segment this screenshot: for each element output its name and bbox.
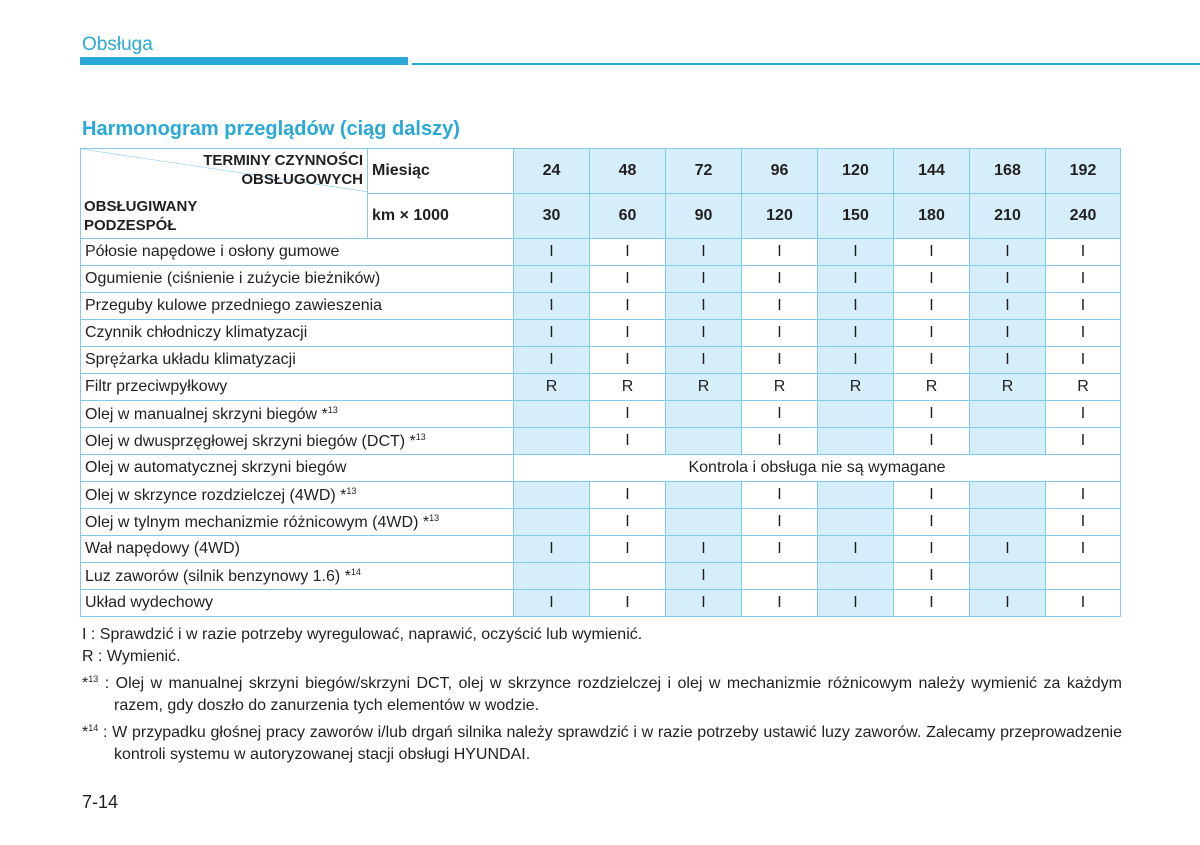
- schedule-cell: I: [1046, 509, 1121, 536]
- month-cell: 96: [742, 149, 818, 194]
- component-name: Olej w automatycznej skrzyni biegów: [81, 455, 514, 482]
- schedule-cell: I: [590, 266, 666, 293]
- schedule-cell: I: [894, 482, 970, 509]
- month-cell: 192: [1046, 149, 1121, 194]
- schedule-cell: [818, 509, 894, 536]
- schedule-cell: I: [818, 590, 894, 617]
- schedule-cell: [666, 401, 742, 428]
- component-name: Olej w tylnym mechanizmie różnicowym (4WD) *$^{13}$: [81, 509, 514, 536]
- table-row: [81, 509, 1121, 536]
- table-row: [81, 428, 1121, 455]
- header-rule-thick: [80, 57, 408, 65]
- schedule-cell: I: [590, 239, 666, 266]
- schedule-cell: R: [894, 374, 970, 401]
- month-cell: 144: [894, 149, 970, 194]
- schedule-cell: I: [818, 293, 894, 320]
- table-row: [81, 455, 1121, 482]
- schedule-cell: I: [742, 266, 818, 293]
- schedule-cell: I: [970, 590, 1046, 617]
- table-row: [81, 401, 1121, 428]
- schedule-cell: R: [590, 374, 666, 401]
- km-cell: 90: [666, 194, 742, 239]
- schedule-cell: I: [666, 320, 742, 347]
- schedule-cell: I: [894, 536, 970, 563]
- table-row: [81, 563, 1121, 590]
- km-cell: 60: [590, 194, 666, 239]
- schedule-cell: I: [894, 590, 970, 617]
- schedule-cell: I: [894, 563, 970, 590]
- schedule-cell: R: [970, 374, 1046, 401]
- schedule-cell: [970, 482, 1046, 509]
- schedule-cell: I: [894, 320, 970, 347]
- legend-notes: [82, 624, 1122, 766]
- month-cell: 24: [514, 149, 590, 194]
- schedule-cell: I: [666, 536, 742, 563]
- merged-cell: Kontrola i obsługa nie są wymagane: [514, 455, 1121, 482]
- table-row: [81, 347, 1121, 374]
- schedule-cell: I: [742, 509, 818, 536]
- component-name: Układ wydechowy: [81, 590, 514, 617]
- footnote-13: *$^{13}$ : Olej w manualnej skrzyni biegów/skrzyni DCT, olej w skrzynce rozdzielczej i olej w mechanizmie różnicowym należy wymienić za każdym razem, gdy doszło do zanurzenia tych elementów w wodzie.: [82, 674, 1122, 714]
- schedule-cell: R: [818, 374, 894, 401]
- corner-top-label: TERMINY CZYNNOŚCI OBSŁUGOWYCH: [203, 152, 363, 188]
- schedule-cell: [666, 428, 742, 455]
- schedule-cell: [590, 563, 666, 590]
- schedule-cell: I: [818, 266, 894, 293]
- schedule-cell: I: [666, 239, 742, 266]
- schedule-cell: I: [514, 320, 590, 347]
- km-cell: 120: [742, 194, 818, 239]
- schedule-cell: I: [742, 482, 818, 509]
- maintenance-schedule-table: [80, 148, 1121, 617]
- component-name: Przeguby kulowe przedniego zawieszenia: [81, 293, 514, 320]
- schedule-cell: I: [514, 239, 590, 266]
- schedule-cell: [1046, 563, 1121, 590]
- schedule-cell: I: [970, 266, 1046, 293]
- schedule-cell: I: [742, 536, 818, 563]
- schedule-cell: I: [742, 590, 818, 617]
- header-rule-thin: [412, 63, 1200, 65]
- schedule-cell: I: [590, 293, 666, 320]
- schedule-cell: I: [1046, 401, 1121, 428]
- schedule-cell: I: [894, 293, 970, 320]
- schedule-cell: I: [514, 266, 590, 293]
- schedule-cell: I: [666, 563, 742, 590]
- schedule-cell: I: [590, 347, 666, 374]
- months-label: Miesiąc: [368, 149, 514, 194]
- schedule-cell: I: [894, 347, 970, 374]
- schedule-cell: I: [818, 347, 894, 374]
- schedule-cell: I: [590, 509, 666, 536]
- table-row: [81, 320, 1121, 347]
- schedule-cell: I: [514, 293, 590, 320]
- km-cell: 180: [894, 194, 970, 239]
- schedule-cell: [514, 482, 590, 509]
- component-name: Filtr przeciwpyłkowy: [81, 374, 514, 401]
- schedule-cell: [818, 482, 894, 509]
- table-row: [81, 590, 1121, 617]
- schedule-cell: I: [1046, 266, 1121, 293]
- schedule-cell: [514, 563, 590, 590]
- schedule-cell: [970, 401, 1046, 428]
- schedule-cell: I: [1046, 536, 1121, 563]
- schedule-cell: I: [894, 266, 970, 293]
- component-name: Olej w dwusprzęgłowej skrzyni biegów (DCT) *$^{13}$: [81, 428, 514, 455]
- schedule-cell: R: [1046, 374, 1121, 401]
- page-number: 7-14: [82, 792, 119, 812]
- schedule-cell: I: [970, 536, 1046, 563]
- table-row: [81, 239, 1121, 266]
- km-cell: 240: [1046, 194, 1121, 239]
- table-row: [81, 266, 1121, 293]
- schedule-cell: [818, 563, 894, 590]
- schedule-cell: R: [514, 374, 590, 401]
- schedule-cell: [970, 509, 1046, 536]
- schedule-cell: I: [818, 320, 894, 347]
- section-label: Obsługa: [82, 34, 153, 55]
- schedule-cell: [818, 428, 894, 455]
- km-label: km × 1000: [368, 194, 514, 239]
- note-replace: R : Wymienić.: [82, 648, 181, 665]
- schedule-cell: I: [590, 482, 666, 509]
- schedule-cell: I: [590, 428, 666, 455]
- schedule-cell: [970, 428, 1046, 455]
- schedule-cell: I: [894, 401, 970, 428]
- schedule-cell: I: [666, 266, 742, 293]
- schedule-cell: I: [742, 347, 818, 374]
- schedule-cell: I: [514, 536, 590, 563]
- component-name: Olej w skrzynce rozdzielczej (4WD) *$^{13}$: [81, 482, 514, 509]
- schedule-cell: R: [742, 374, 818, 401]
- schedule-cell: I: [742, 320, 818, 347]
- corner-bottom-label: OBSŁUGIWANY PODZESPÓŁ: [84, 198, 198, 234]
- table-row: [81, 536, 1121, 563]
- schedule-cell: I: [1046, 347, 1121, 374]
- component-name: Luz zaworów (silnik benzynowy 1.6) *$^{14}$: [81, 563, 514, 590]
- component-name: Sprężarka układu klimatyzacji: [81, 347, 514, 374]
- table-row: [81, 293, 1121, 320]
- month-cell: 168: [970, 149, 1046, 194]
- schedule-cell: I: [894, 239, 970, 266]
- schedule-cell: I: [894, 428, 970, 455]
- schedule-cell: I: [666, 347, 742, 374]
- schedule-cell: I: [742, 293, 818, 320]
- schedule-cell: I: [514, 590, 590, 617]
- schedule-cell: I: [590, 320, 666, 347]
- schedule-cell: I: [894, 509, 970, 536]
- schedule-cell: [742, 563, 818, 590]
- schedule-cell: [666, 482, 742, 509]
- corner-header-cell: [81, 149, 368, 239]
- month-cell: 48: [590, 149, 666, 194]
- schedule-cell: I: [1046, 428, 1121, 455]
- schedule-cell: I: [970, 293, 1046, 320]
- schedule-cell: I: [1046, 482, 1121, 509]
- schedule-cell: [514, 401, 590, 428]
- table-row: [81, 482, 1121, 509]
- schedule-cell: I: [818, 536, 894, 563]
- schedule-cell: I: [666, 293, 742, 320]
- schedule-cell: [514, 509, 590, 536]
- km-cell: 210: [970, 194, 1046, 239]
- component-name: Ogumienie (ciśnienie i zużycie bieżników): [81, 266, 514, 293]
- schedule-cell: I: [818, 239, 894, 266]
- month-cell: 120: [818, 149, 894, 194]
- note-inspect: I : Sprawdzić i w razie potrzeby wyregulować, naprawić, oczyścić lub wymienić.: [82, 626, 643, 643]
- schedule-cell: I: [742, 428, 818, 455]
- component-name: Półosie napędowe i osłony gumowe: [81, 239, 514, 266]
- month-cell: 72: [666, 149, 742, 194]
- component-name: Olej w manualnej skrzyni biegów *$^{13}$: [81, 401, 514, 428]
- schedule-cell: I: [666, 590, 742, 617]
- footnote-14: *$^{14}$ : W przypadku głośnej pracy zaworów i/lub drgań silnika należy sprawdzić i w razie potrzeby ustawić luzy zaworów. Zalecamy przeprowadzenie kontroli systemu w autoryzowanej stacji obsługi HYUNDAI.: [82, 723, 1122, 763]
- schedule-cell: I: [1046, 293, 1121, 320]
- component-name: Wał napędowy (4WD): [81, 536, 514, 563]
- schedule-cell: I: [590, 590, 666, 617]
- schedule-cell: I: [742, 239, 818, 266]
- schedule-cell: [970, 563, 1046, 590]
- schedule-cell: [818, 401, 894, 428]
- km-cell: 150: [818, 194, 894, 239]
- schedule-cell: I: [590, 401, 666, 428]
- schedule-cell: I: [1046, 590, 1121, 617]
- km-cell: 30: [514, 194, 590, 239]
- schedule-cell: I: [970, 320, 1046, 347]
- schedule-cell: [666, 509, 742, 536]
- schedule-cell: I: [514, 347, 590, 374]
- schedule-cell: I: [1046, 320, 1121, 347]
- schedule-cell: [514, 428, 590, 455]
- schedule-cell: I: [970, 239, 1046, 266]
- schedule-cell: I: [970, 347, 1046, 374]
- page-heading: Harmonogram przeglądów (ciąg dalszy): [82, 118, 460, 140]
- component-name: Czynnik chłodniczy klimatyzacji: [81, 320, 514, 347]
- schedule-cell: I: [742, 401, 818, 428]
- schedule-cell: R: [666, 374, 742, 401]
- schedule-cell: I: [590, 536, 666, 563]
- schedule-cell: I: [1046, 239, 1121, 266]
- table-row: [81, 374, 1121, 401]
